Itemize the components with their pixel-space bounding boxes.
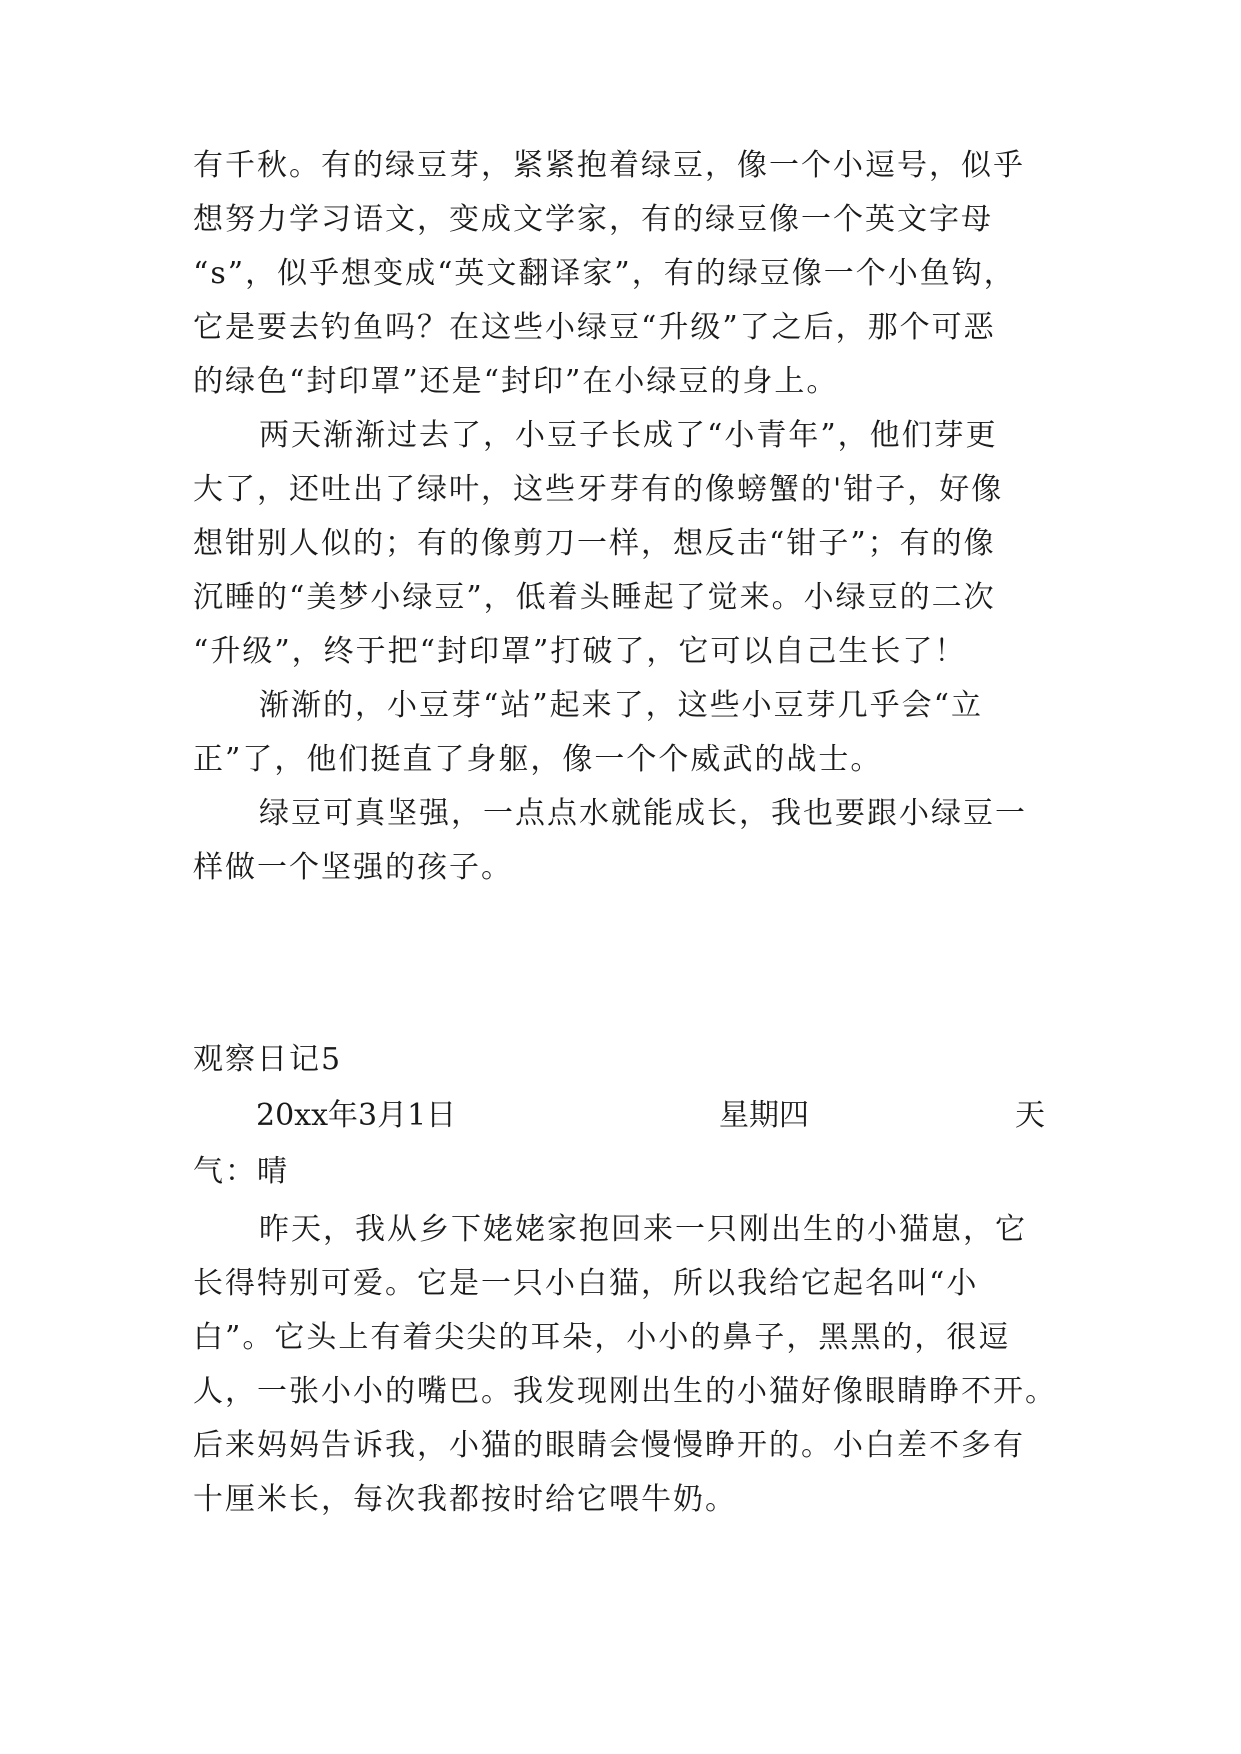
paragraph-2-line-3: 想钳别人似的；有的像剪刀一样，想反击“钳子”；有的像 — [193, 526, 996, 561]
paragraph-4-line-1: 绿豆可真坚强，一点点水就能成长，我也要跟小绿豆一 — [259, 796, 1027, 831]
entry-weekday: 星期四 — [719, 1098, 809, 1133]
paragraph-2-line-4: 沉睡的“美梦小绿豆”，低着头睡起了觉来。小绿豆的二次 — [193, 580, 996, 615]
paragraph-1-line-1: 有千秋。有的绿豆芽，紧紧抱着绿豆，像一个小逗号，似乎 — [193, 148, 1025, 183]
paragraph-1-line-5: 的绿色“封印罩”还是“封印”在小绿豆的身上。 — [193, 364, 839, 399]
paragraph-1-line-4: 它是要去钓鱼吗？在这些小绿豆“升级”了之后，那个可恶 — [193, 310, 996, 345]
paragraph-1-line-3: “s”，似乎想变成“英文翻译家”，有的绿豆像一个小鱼钩， — [193, 256, 1016, 291]
entry-date: 20xx年3月1日 — [256, 1098, 457, 1133]
paragraph-2-line-1: 两天渐渐过去了，小豆子长成了“小青年”，他们芽更 — [259, 418, 998, 453]
paragraph-5-line-5: 后来妈妈告诉我，小猫的眼睛会慢慢睁开的。小白差不多有 — [193, 1428, 1025, 1463]
paragraph-5-line-1: 昨天，我从乡下姥姥家抱回来一只刚出生的小猫崽，它 — [259, 1212, 1027, 1247]
paragraph-3-line-1: 渐渐的，小豆芽“站”起来了，这些小豆芽几乎会“立 — [259, 688, 984, 723]
entry-title: 观察日记5 — [193, 1042, 343, 1077]
paragraph-3-line-2: 正”了，他们挺直了身躯，像一个个威武的战士。 — [193, 742, 883, 777]
paragraph-5-line-2: 长得特别可爱。它是一只小白猫，所以我给它起名叫“小 — [193, 1266, 979, 1301]
paragraph-5-line-3: 白”。它头上有着尖尖的耳朵，小小的鼻子，黑黑的，很逗 — [193, 1320, 1011, 1355]
paragraph-5-line-4: 人，一张小小的嘴巴。我发现刚出生的小猫好像眼睛睁不开。 — [193, 1374, 1057, 1409]
paragraph-1-line-2: 想努力学习语文，变成文学家，有的绿豆像一个英文字母 — [193, 202, 993, 237]
entry-weather-label-start: 天 — [1015, 1098, 1045, 1133]
paragraph-2-line-2: 大了，还吐出了绿叶，这些牙芽有的像螃蟹的'钳子，好像 — [193, 472, 1004, 507]
paragraph-5-line-6: 十厘米长，每次我都按时给它喂牛奶。 — [193, 1482, 737, 1517]
paragraph-4-line-2: 样做一个坚强的孩子。 — [193, 850, 513, 885]
paragraph-2-line-5: “升级”，终于把“封印罩”打破了，它可以自己生长了！ — [193, 634, 967, 669]
entry-weather: 气：晴 — [193, 1154, 289, 1189]
